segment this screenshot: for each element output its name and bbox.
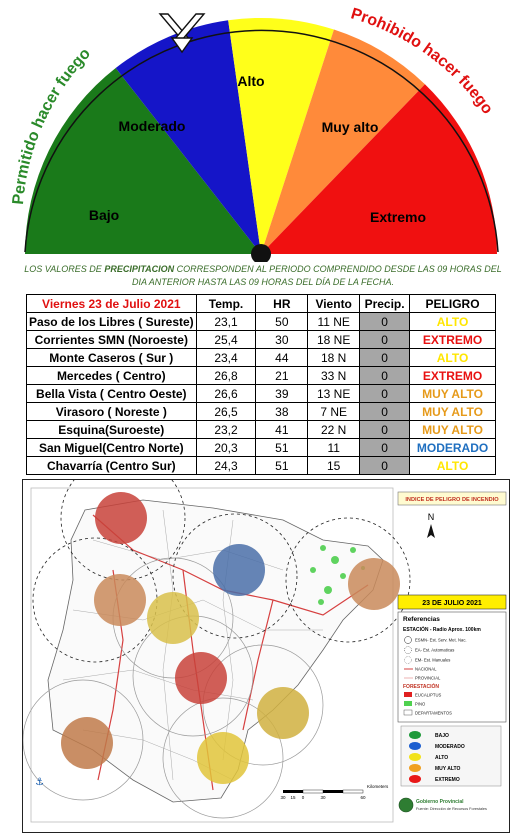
precipitation-note: LOS VALORES DE PRECIPITACION CORRESPONDEN AL PERIODO COMPRENDIDO DESDE LAS 09 HORAS DEL DIA ANTERIOR HASTA LAS 09 HORAS DEL DÍA DE LA FECHA. [24,264,502,287]
svg-text:60: 60 [360,795,366,800]
legend-label: BAJO [435,733,449,739]
map-canvas [23,480,509,832]
station-circle [175,652,227,704]
station-name: Virasoro ( Noreste ) [27,403,197,421]
header-precip: Precip. [360,295,410,313]
hr-value: 44 [256,349,308,367]
ref-ea: EA- Est. Automaticas [415,647,455,653]
wind-value: 13 NE [308,385,360,403]
danger-value: EXTREMO [410,367,496,385]
wind-value: 18 N [308,349,360,367]
station-name: Monte Caseros ( Sur ) [27,349,197,367]
legend-label: MUY ALTO [435,766,461,772]
table-row [27,439,496,457]
table-row [27,457,496,475]
table-row [27,331,496,349]
hr-value: 38 [256,403,308,421]
svg-text:0: 0 [301,795,305,800]
table-date: Viernes 23 de Julio 2021 [27,295,197,313]
ref-esmn: ESMN- Est. Serv. Met. Nac. [415,637,467,643]
svg-text:N: N [427,512,435,522]
hr-value: 30 [256,331,308,349]
precip-value: 0 [360,313,410,331]
wind-value: 11 NE [308,313,360,331]
danger-value: MODERADO [410,439,496,457]
table-row [27,403,496,421]
wind-value: 11 [308,439,360,457]
north-arrow-icon [427,512,435,538]
allowed-fire-label: Permitido hacer fuego [9,45,95,206]
danger-value: MUY ALTO [410,403,496,421]
hr-value: 21 [256,367,308,385]
precip-value: 0 [360,403,410,421]
svg-text:30: 30 [280,795,286,800]
legend-label: MODERADO [435,744,465,750]
wind-value: 7 NE [308,403,360,421]
legend-swatch [409,764,421,772]
table-row [27,367,496,385]
svg-text:Fuente: Dirección de Recursos: Fuente: Dirección de Recursos Forestales [416,807,487,811]
refs-title: Referencias [403,616,440,623]
header-hr: HR [256,295,308,313]
temp-value: 23,1 [196,313,256,331]
hr-value: 50 [256,313,308,331]
header-temp: Temp. [196,295,256,313]
precip-value: 0 [360,385,410,403]
precip-value: 0 [360,349,410,367]
wind-value: 33 N [308,367,360,385]
segment-label-muy-alto: Muy alto [321,119,379,135]
temp-value: 26,6 [196,385,256,403]
table-row [27,313,496,331]
temp-value: 23,2 [196,421,256,439]
precip-value: 0 [360,439,410,457]
anchor-icon: ⚓ [35,777,44,788]
legend-label: ALTO [435,755,449,761]
ref-national: NACIONAL [415,666,437,672]
legend-swatch [409,742,421,750]
wind-value: 22 N [308,421,360,439]
ref-pino: PINO [415,701,426,707]
segment-label-moderado: Moderado [118,118,186,134]
header-danger: PELIGRO [410,295,496,313]
table-header-row [27,295,496,313]
station-circle [348,558,400,610]
legend-swatch [409,731,421,739]
temp-value: 20,3 [196,439,256,457]
fire-danger-map [22,479,510,833]
svg-text:Kilometers: Kilometers [367,784,389,789]
hr-value: 51 [256,457,308,475]
station-name: Esquina(Suroeste) [27,421,197,439]
segment-label-alto: Alto [237,73,265,89]
hr-value: 39 [256,385,308,403]
temp-value: 26,5 [196,403,256,421]
legend-label: EXTREMO [435,777,460,783]
table-row [27,385,496,403]
wind-value: 15 [308,457,360,475]
ref-em: EM- Est. Manuales [415,657,451,663]
forest-title: FORESTACIÓN [403,684,440,690]
danger-value: MUY ALTO [410,385,496,403]
table-row [27,349,496,367]
prohibited-fire-label: Prohibido hacer fuego [348,5,496,118]
segment-label-extremo: Extremo [369,209,427,225]
station-circle [147,592,199,644]
station-name: Paso de los Libres ( Sureste) [27,313,197,331]
station-name: Chavarría (Centro Sur) [27,457,197,475]
ref-provincial: PROVINCIAL [415,675,441,681]
table-row [27,421,496,439]
svg-text:Gobierno Provincial: Gobierno Provincial [416,799,464,805]
hr-value: 41 [256,421,308,439]
station-table [26,294,496,475]
station-title: ESTACIÓN - Radio Aprox. 100km [403,627,481,633]
station-name: San Miguel(Centro Norte) [27,439,197,457]
station-name: Corrientes SMN (Noroeste) [27,331,197,349]
station-circle [94,574,146,626]
station-circle [61,717,113,769]
danger-value: EXTREMO [410,331,496,349]
danger-value: ALTO [410,313,496,331]
legend-swatch [409,775,421,783]
ref-eucaliptus: EUCALIPTUS [415,692,442,698]
legend-swatch [409,753,421,761]
ref-departamentos: DEPARTAMENTOS [415,710,452,716]
temp-value: 24,3 [196,457,256,475]
station-circle [197,732,249,784]
precip-value: 0 [360,421,410,439]
temp-value: 25,4 [196,331,256,349]
svg-text:30: 30 [320,795,326,800]
temp-value: 26,8 [196,367,256,385]
station-name: Bella Vista ( Centro Oeste) [27,385,197,403]
precip-value: 0 [360,367,410,385]
fire-danger-gauge [0,0,521,262]
station-circle [95,492,147,544]
header-wind: Viento [308,295,360,313]
map-title: INDICE DE PELIGRO DE INCENDIO [405,497,499,503]
segment-label-bajo: Bajo [88,207,120,223]
map-date: 23 DE JULIO 2021 [422,600,482,607]
wind-value: 18 NE [308,331,360,349]
government-logo [399,798,487,812]
danger-value: MUY ALTO [410,421,496,439]
danger-value: ALTO [410,349,496,367]
station-name: Mercedes ( Centro) [27,367,197,385]
hr-value: 51 [256,439,308,457]
temp-value: 23,4 [196,349,256,367]
danger-value: ALTO [410,457,496,475]
station-circle [213,544,265,596]
svg-text:15: 15 [290,795,296,800]
precip-value: 0 [360,457,410,475]
precip-value: 0 [360,331,410,349]
station-circle [257,687,309,739]
